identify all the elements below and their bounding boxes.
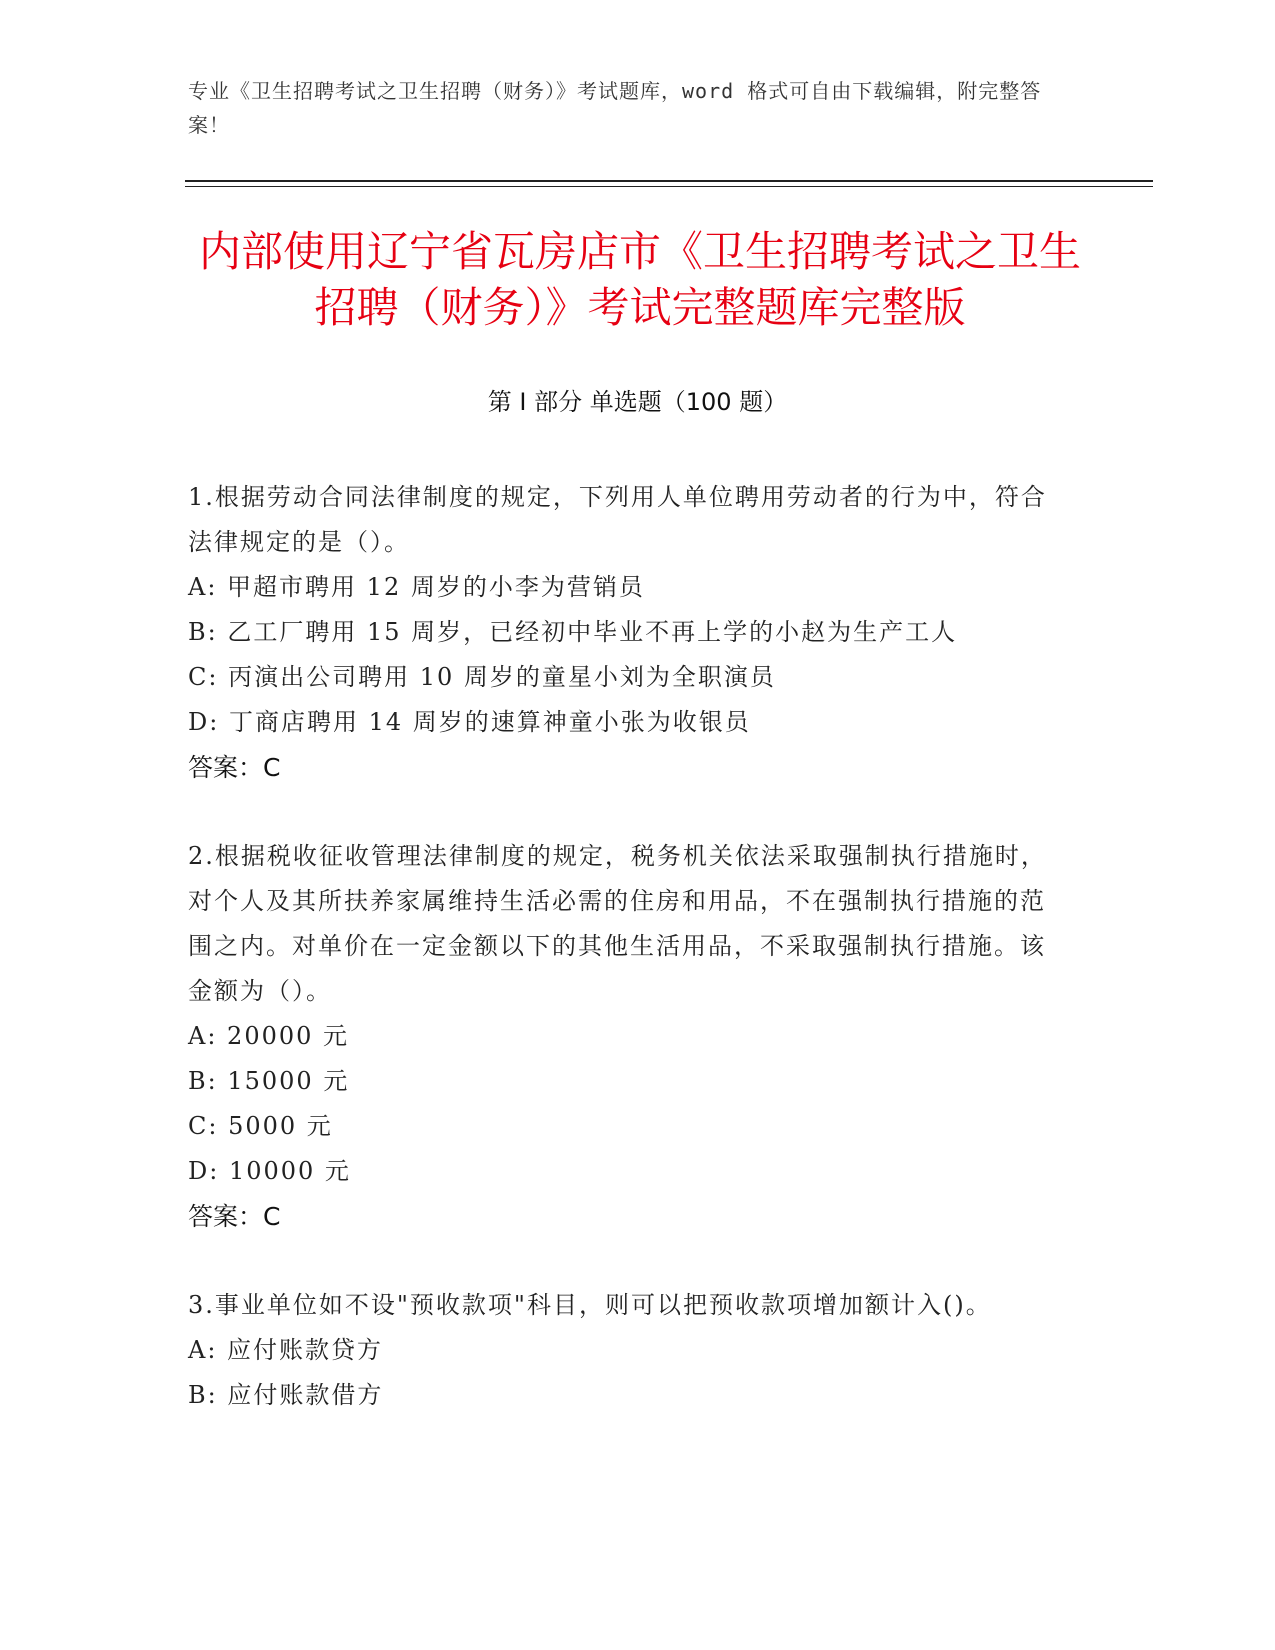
option-c: C: 5000 元 bbox=[188, 1112, 333, 1140]
section-title: 第 I 部分 单选题（100 题） bbox=[487, 388, 788, 416]
document-title: 内部使用辽宁省瓦房店市《卫生招聘考试之卫生招聘（财务）》考试完整题库完整版 bbox=[198, 227, 1081, 332]
option-b: B: 15000 元 bbox=[188, 1067, 350, 1095]
header-note: 专业《卫生招聘考试之卫生招聘（财务）》考试题库，word 格式可自由下载编辑，附完整答案！ bbox=[188, 79, 1042, 137]
option-c: C: 丙演出公司聘用 10 周岁的童星小刘为全职演员 bbox=[188, 663, 776, 691]
header-divider-thin bbox=[185, 186, 1153, 187]
option-d: D: 丁商店聘用 14 周岁的速算神童小张为收银员 bbox=[188, 708, 751, 736]
question-stem: 2.根据税收征收管理法律制度的规定，税务机关依法采取强制执行措施时，对个人及其所扶养家属维持生活必需的住房和用品，不在强制执行措施的范围之内。对单价在一定金额以下的其他生活用品，不采取强制执行措施。该金额为（）。 bbox=[188, 842, 1047, 1005]
option-b: B: 应付账款借方 bbox=[188, 1381, 384, 1409]
header-divider-thick bbox=[185, 180, 1153, 182]
question-list bbox=[188, 475, 1058, 1462]
answer: 答案：C bbox=[188, 753, 281, 782]
option-b: B: 乙工厂聘用 15 周岁，已经初中毕业不再上学的小赵为生产工人 bbox=[188, 618, 958, 646]
answer: 答案：C bbox=[188, 1202, 281, 1231]
question-stem: 1.根据劳动合同法律制度的规定，下列用人单位聘用劳动者的行为中，符合法律规定的是（）。 bbox=[188, 483, 1047, 556]
question-3 bbox=[188, 1283, 1058, 1418]
option-a: A: 20000 元 bbox=[188, 1022, 350, 1050]
option-d: D: 10000 元 bbox=[188, 1157, 351, 1185]
question-1 bbox=[188, 475, 1058, 790]
option-a: A: 甲超市聘用 12 周岁的小李为营销员 bbox=[188, 573, 645, 601]
question-stem: 3.事业单位如不设"预收款项"科目，则可以把预收款项增加额计入()。 bbox=[188, 1291, 992, 1319]
option-a: A: 应付账款贷方 bbox=[188, 1336, 384, 1364]
question-2 bbox=[188, 834, 1058, 1239]
